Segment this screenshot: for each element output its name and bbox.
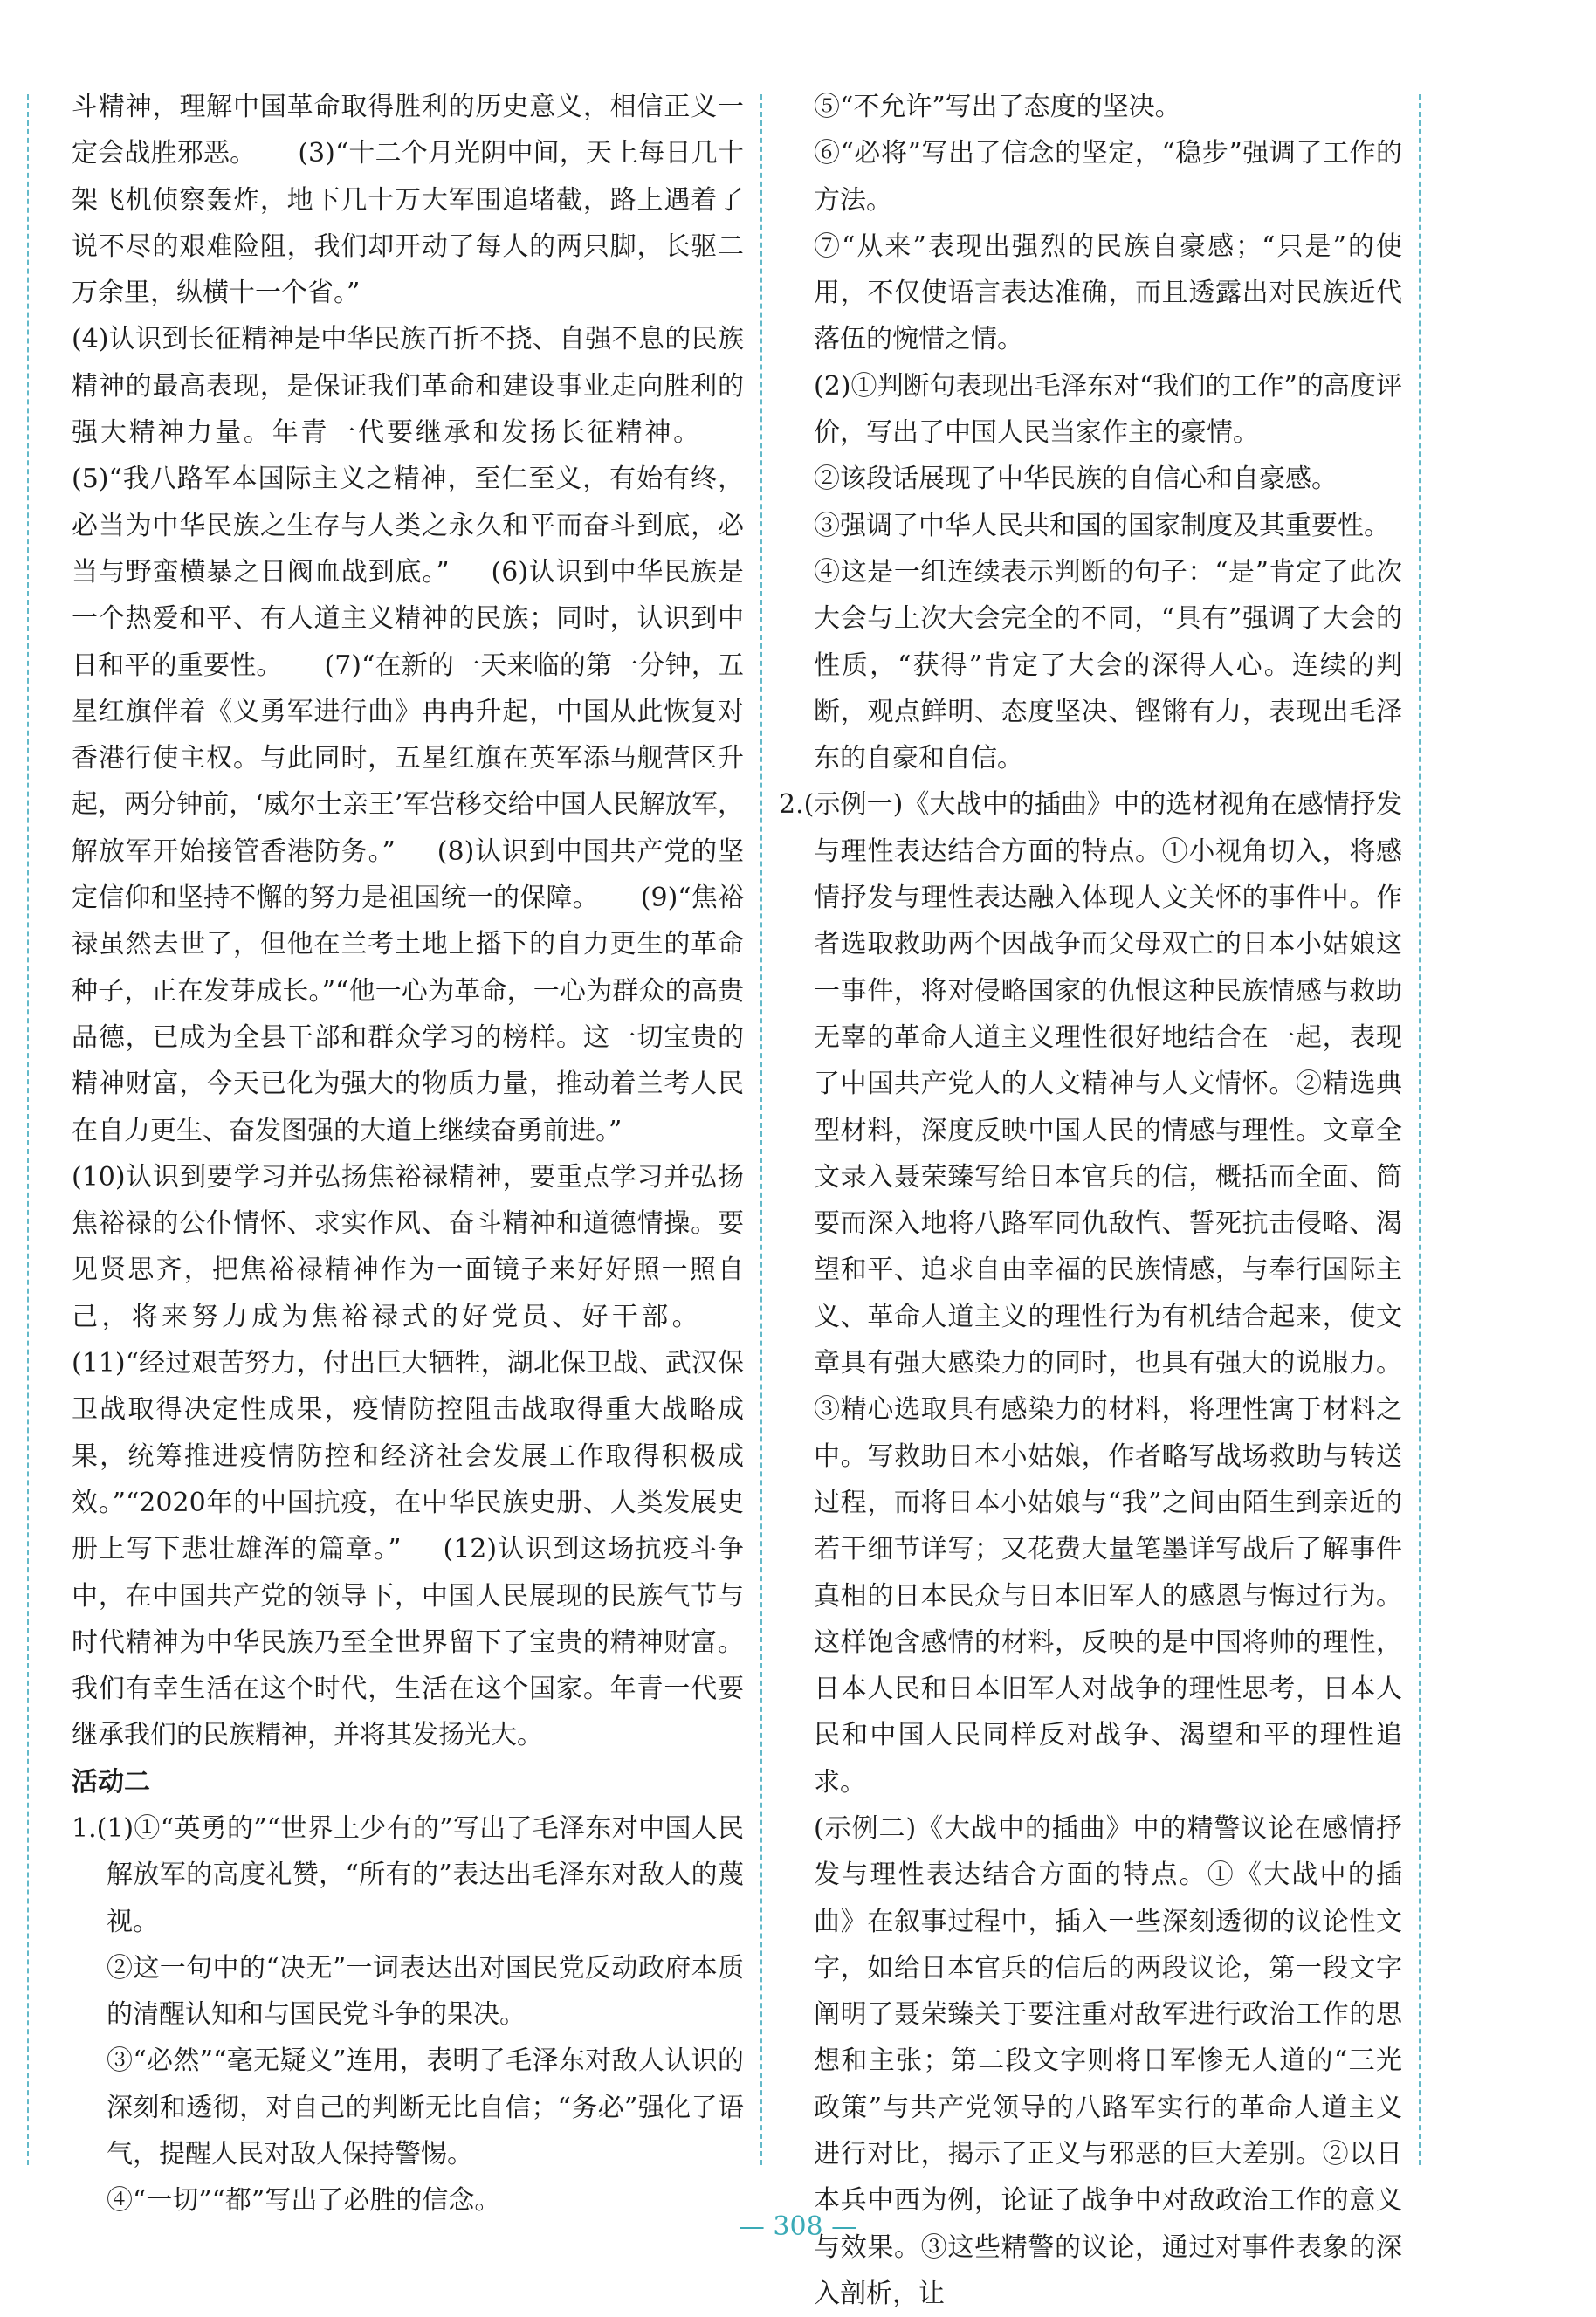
answer-item: (示例二)《大战中的插曲》中的精警议论在感情抒发与理性表达结合方面的特点。①《大战中的插曲》在叙事过程中，插入一些深刻透彻的议论性文字，如给日本官兵的信后的两段议论，第一段文字阐明了聂荣臻关于要注重对敌军进行政治工作的思想和主张；第二段文字则将日军惨无人道的“三光政策”与共产党领导的八路军实行的革命人道主义进行对比，揭示了正义与邪恶的巨大差别。②以日本兵中西为例，论证了战争中对敌政治工作的意义与效果。③这些精警的议论，通过对事件表象的深入剖析，让 (814, 1812, 1402, 2309)
answer-paragraph: (4)认识到长征精神是中华民族百折不挠、自强不息的民族精神的最高表现，是保证我们革命和建设事业走向胜利的强大精神力量。年青一代要继承和发扬长征精神。(5)“我八路军本国际主义之精神，至仁至义，有始有终，必当为中华民族之生存与人类之永久和平而奋斗到底，必当与野蛮横暴之日阀血战到底。” (6)认识到中华民族是一个热爱和平、有人道主义精神的民族；同时，认识到中日和平的重要性。 (7)“在新的一天来临的第一分钟，五星红旗伴着《义勇军进行曲》冉冉升起，中国从此恢复对香港行使主权。与此同时，五星红旗在英军添马舰营区升起，两分钟前，‘威尔士亲王’军营移交给中国人民解放军，解放军开始接管香港防务。” (8)认识到中国共产党的坚定信仰和坚持不懈的努力是祖国统一的保障。 (9)“焦裕禄虽然去世了，但他在兰考土地上播下的自力更生的革命种子，正在发芽成长。”“他一心为革命，一心为群众的高贵品德，已成为全县干部和群众学习的榜样。这一切宝贵的精神财富，今天已化为强大的物质力量，推动着兰考人民在自力更生、奋发图强的大道上继续奋勇前进。” (72, 324, 744, 1146)
left-column (72, 84, 744, 2224)
answer-item: ⑤“不允许”写出了态度的坚决。 (814, 92, 1181, 122)
column-divider-rule (760, 94, 762, 2165)
answer-item: ②这一句中的“决无”一词表达出对国民党反动政府本质的清醒认知和与国民党斗争的果决。 (107, 1952, 744, 2031)
left-margin-rule (27, 94, 29, 2165)
answer-item: 2.(示例一)《大战中的插曲》中的选材视角在感情抒发与理性表达结合方面的特点。①小视角切入，将感情抒发与理性表达融入体现人文关怀的事件中。作者选取救助两个因战争而父母双亡的日本小姑娘这一事件，将对侵略国家的仇恨这种民族情感与救助无辜的革命人道主义理性很好地结合在一起，表现了中国共产党人的人文精神与人文情怀。②精选典型材料，深度反映中国人民的情感与理性。文章全文录入聂荣臻写给日本官兵的信，概括而全面、简要而深入地将八路军同仇敌忾、誓死抗击侵略、渴望和平、追求自由幸福的民族情感，与奉行国际主义、革命人道主义的理性行为有机结合起来，使文章具有强大感染力的同时，也具有强大的说服力。③精心选取具有感染力的材料，将理性寓于材料之中。写救助日本小姑娘，作者略写战场救助与转送过程，而将日本小姑娘与“我”之间由陌生到亲近的若干细节详写；又花费大量笔墨详写战后了解事件真相的日本民众与日本旧军人的感恩与悔过行为。这样饱含感情的材料，反映的是中国将帅的理性，日本人民和日本旧军人对战争的理性思考，日本人民和中国人民同样反对战争、渴望和平的理性追求。 (779, 789, 1402, 1798)
right-margin-rule (1419, 94, 1421, 2165)
right-column (779, 84, 1402, 2317)
answer-item: ②该段话展现了中华民族的自信心和自豪感。 (814, 464, 1338, 495)
answer-item: ⑦“从来”表现出强烈的民族自豪感；“只是”的使用，不仅使语言表达准确，而且透露出对民族近代落伍的惋惜之情。 (814, 230, 1402, 355)
answer-item: (2)①判断句表现出毛泽东对“我们的工作”的高度评价，写出了中国人民当家作主的豪情。 (814, 370, 1402, 449)
answer-paragraph: 斗精神，理解中国革命取得胜利的历史意义，相信正义一定会战胜邪恶。 (3)“十二个月光阴中间，天上每日几十架飞机侦察轰炸，地下几十万大军围追堵截，路上遇着了说不尽的艰难险阻，我们却开动了每人的两只脚，长驱二万余里，纵横十一个省。” (72, 92, 744, 309)
page-number: — 308 — (738, 2211, 858, 2242)
section-heading: 活动二 (72, 1766, 150, 1798)
answer-item: 1.(1)①“英勇的”“世界上少有的”写出了毛泽东对中国人民解放军的高度礼赞，“所有的”表达出毛泽东对敌人的蔑视。 (72, 1812, 744, 1937)
answer-item: ③“必然”“毫无疑义”连用，表明了毛泽东对敌人认识的深刻和透彻，对自己的判断无比自信；“务必”强化了语气，提醒人民对敌人保持警惕。 (107, 2045, 744, 2170)
answer-item: ⑥“必将”写出了信念的坚定，“稳步”强调了工作的方法。 (814, 138, 1402, 216)
answer-item: ④这是一组连续表示判断的句子：“是”肯定了此次大会与上次大会完全的不同，“具有”强调了大会的性质，“获得”肯定了大会的深得人心。连续的判断，观点鲜明、态度坚决、铿锵有力，表现出毛泽东的自豪和自信。 (814, 556, 1402, 774)
answer-item: ③强调了中华人民共和国的国家制度及其重要性。 (814, 510, 1390, 541)
answer-item: ④“一切”“都”写出了必胜的信念。 (107, 2185, 501, 2217)
answer-paragraph: (10)认识到要学习并弘扬焦裕禄精神，要重点学习并弘扬焦裕禄的公仆情怀、求实作风、奋斗精神和道德情操。要见贤思齐，把焦裕禄精神作为一面镜子来好好照一照自己，将来努力成为焦裕禄式的好党员、好干部。(11)“经过艰苦努力，付出巨大牺牲，湖北保卫战、武汉保卫战取得决定性成果，疫情防控阻击战取得重大战略成果，统筹推进疫情防控和经济社会发展工作取得积极成效。”“2020年的中国抗疫，在中华民族史册、人类发展史册上写下悲壮雄浑的篇章。” (12)认识到这场抗疫斗争中，在中国共产党的领导下，中国人民展现的民族气节与时代精神为中华民族乃至全世界留下了宝贵的精神财富。我们有幸生活在这个时代，生活在这个国家。年青一代要继承我们的民族精神，并将其发扬光大。 (72, 1161, 744, 1751)
